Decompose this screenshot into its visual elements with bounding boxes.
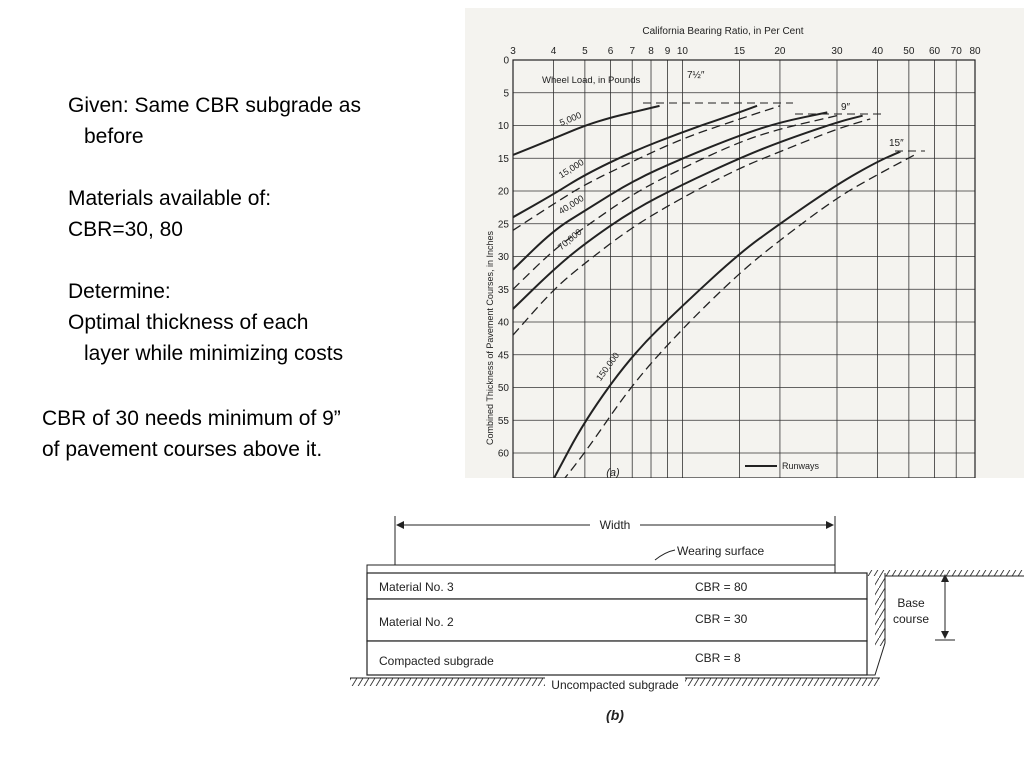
y-tick-label: 35 — [497, 284, 509, 296]
determine-line-3: layer while minimizing costs — [84, 342, 344, 365]
cbr-design-chart — [465, 8, 1024, 478]
runways-legend-text: Runways — [782, 461, 820, 471]
x-tick-label: 30 — [831, 46, 843, 57]
note-line-2: of pavement courses above it. — [42, 438, 323, 461]
y-tick-label: 15 — [497, 153, 509, 165]
panel-label-b: (b) — [606, 707, 624, 723]
note-text-block — [42, 403, 341, 465]
shoulder-hatch — [875, 576, 885, 646]
layer-2-cbr: CBR = 30 — [695, 612, 748, 626]
x-tick-label: 8 — [648, 46, 654, 57]
chart-y-axis-label: Combined Thickness of Pavement Courses, in Inches — [485, 231, 495, 445]
series-label: 15,000 — [556, 157, 586, 181]
y-tick-label: 40 — [497, 317, 509, 329]
x-tick-label: 9 — [664, 46, 671, 57]
x-tick-label: 50 — [903, 46, 915, 57]
y-tick-label: 60 — [497, 448, 509, 460]
layer-3-cbr: CBR = 8 — [695, 651, 741, 665]
wearing-surface-label: Wearing surface — [677, 544, 765, 558]
panel-label-a: (a) — [606, 467, 620, 478]
layer-1-name: Material No. 3 — [379, 580, 454, 594]
x-tick-label: 7 — [629, 46, 636, 57]
y-tick-label: 30 — [497, 252, 509, 263]
x-tick-label: 40 — [871, 46, 884, 57]
wearing-surface-layer — [367, 565, 835, 573]
y-tick-label: 10 — [497, 121, 509, 132]
given-text-block — [68, 90, 361, 369]
y-tick-label: 0 — [503, 55, 509, 67]
x-tick-label: 20 — [774, 46, 786, 57]
layer-3-name: Compacted subgrade — [379, 654, 494, 668]
note-line-1: CBR of 30 needs minimum of 9” — [42, 407, 341, 430]
x-tick-label: 5 — [582, 46, 588, 57]
layer-2-name: Material No. 2 — [379, 615, 454, 629]
x-tick-label: 10 — [676, 46, 688, 57]
x-tick-label: 6 — [607, 46, 614, 57]
x-tick-label: 15 — [733, 46, 746, 57]
y-tick-label: 25 — [497, 219, 509, 231]
series-label: 70,000 — [556, 226, 584, 253]
pavement-cross-section — [255, 478, 1024, 740]
chart-legend-label: Wheel Load, in Pounds — [542, 75, 641, 86]
series-label: 5,000 — [558, 109, 583, 128]
y-tick-label: 5 — [503, 88, 509, 100]
x-tick-label: 70 — [950, 46, 962, 57]
base-course-line-1: Base — [897, 596, 925, 610]
x-tick-label: 3 — [510, 46, 516, 57]
x-tick-label: 80 — [969, 46, 981, 57]
tire-label-7-5: 7½″ — [687, 70, 705, 81]
y-tick-label: 50 — [497, 383, 509, 394]
determine-line-2: Optimal thickness of each — [68, 311, 309, 334]
uncompacted-subgrade-label: Uncompacted subgrade — [551, 678, 679, 692]
tire-label-9: 9″ — [841, 102, 851, 113]
y-tick-label: 45 — [497, 350, 509, 362]
y-tick-label: 55 — [497, 415, 509, 427]
tire-label-15: 15″ — [889, 138, 904, 149]
materials-line-2: CBR=30, 80 — [68, 218, 183, 241]
x-tick-label: 60 — [928, 46, 941, 57]
base-course-line-2: course — [892, 612, 930, 626]
given-line-1: Given: Same CBR subgrade as — [68, 94, 361, 117]
y-tick-label: 20 — [497, 186, 509, 198]
x-tick-label: 4 — [550, 46, 557, 57]
materials-line-1: Materials available of: — [68, 187, 272, 210]
determine-line-1: Determine: — [68, 280, 171, 303]
given-line-2: before — [84, 125, 144, 148]
width-label: Width — [599, 518, 631, 532]
chart-title: California Bearing Ratio, in Per Cent — [642, 26, 804, 37]
series-label: 40,000 — [556, 193, 586, 217]
series-label: 150,000 — [594, 350, 622, 383]
layer-1-cbr: CBR = 80 — [695, 580, 748, 594]
